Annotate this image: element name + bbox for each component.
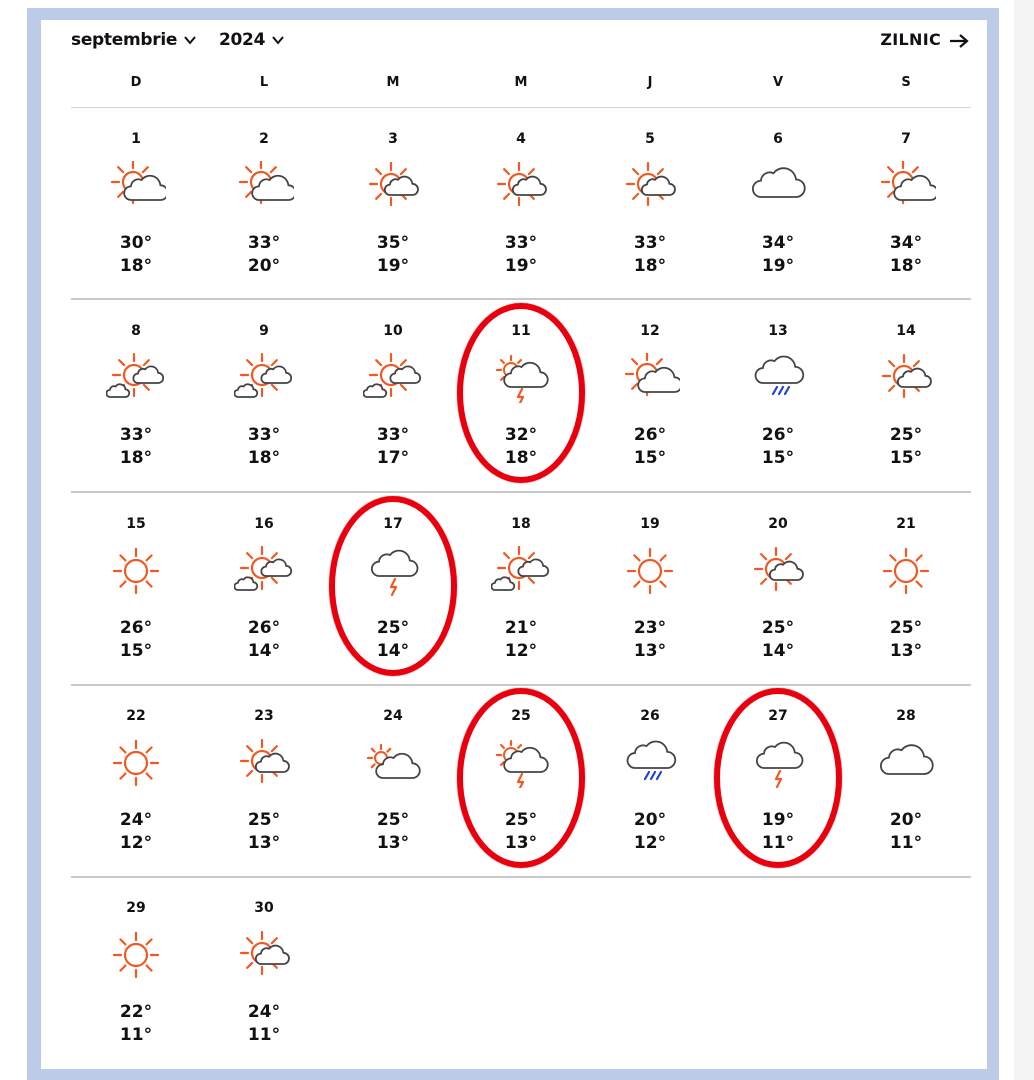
day-number: 16 (254, 516, 274, 532)
sun-cloud-icon (234, 161, 294, 211)
day-number: 1 (131, 131, 141, 147)
day-cell[interactable] (590, 323, 710, 503)
day-number: 15 (126, 516, 146, 532)
year-selector[interactable] (219, 30, 285, 50)
sun-small-cloud-icon (620, 161, 680, 211)
day-cell[interactable] (333, 323, 453, 503)
min-temperature: 15° (633, 448, 667, 468)
scrollbar[interactable] (1014, 0, 1034, 1080)
day-cell[interactable] (461, 323, 581, 503)
max-temperature: 25° (889, 618, 923, 638)
day-cell[interactable] (461, 708, 581, 888)
day-number: 25 (511, 708, 531, 724)
sun-icon (106, 930, 166, 980)
max-temperature: 33° (376, 425, 410, 445)
min-temperature: 13° (889, 641, 923, 661)
min-temperature: 20° (247, 256, 281, 276)
day-cell[interactable] (204, 900, 324, 1080)
max-temperature: 25° (376, 810, 410, 830)
max-temperature: 32° (504, 425, 538, 445)
weekday-label: V (772, 75, 784, 90)
day-number: 4 (516, 131, 526, 147)
weekday-label: D (130, 75, 142, 90)
weekday-label: L (259, 75, 269, 90)
min-temperature: 14° (247, 641, 281, 661)
min-temperature: 15° (761, 448, 795, 468)
day-number: 8 (131, 323, 141, 339)
day-number: 3 (388, 131, 398, 147)
max-temperature: 34° (761, 233, 795, 253)
day-cell[interactable] (846, 708, 966, 888)
min-temperature: 15° (889, 448, 923, 468)
day-cell[interactable] (846, 516, 966, 696)
weekday-label: J (647, 75, 653, 90)
min-temperature: 12° (504, 641, 538, 661)
rain-icon (748, 353, 808, 403)
max-temperature: 21° (504, 618, 538, 638)
max-temperature: 26° (119, 618, 153, 638)
month-label: septembrie (71, 30, 178, 50)
max-temperature: 25° (504, 810, 538, 830)
min-temperature: 11° (761, 833, 795, 853)
sun-thunder-icon (491, 353, 551, 403)
day-cell[interactable] (204, 131, 324, 311)
sun-small-cloud-icon (876, 353, 936, 403)
day-cell[interactable] (590, 131, 710, 311)
min-temperature: 11° (119, 1025, 153, 1045)
day-cell[interactable] (76, 708, 196, 888)
max-temperature: 25° (889, 425, 923, 445)
min-temperature: 18° (119, 448, 153, 468)
cloud-icon (748, 161, 808, 211)
day-number: 12 (640, 323, 660, 339)
daily-view-link[interactable] (880, 30, 969, 49)
day-number: 30 (254, 900, 274, 916)
chevron-down-icon (183, 33, 197, 47)
rain-icon (620, 738, 680, 788)
weekday-label: M (386, 75, 400, 90)
day-cell[interactable] (461, 516, 581, 696)
day-number: 22 (126, 708, 146, 724)
day-cell[interactable] (76, 516, 196, 696)
max-temperature: 26° (761, 425, 795, 445)
min-temperature: 12° (119, 833, 153, 853)
sun-small-cloud-icon (748, 546, 808, 596)
sun-small-cloud-icon (491, 161, 551, 211)
day-number: 2 (259, 131, 269, 147)
max-temperature: 30° (119, 233, 153, 253)
month-selector[interactable] (71, 30, 197, 50)
max-temperature: 33° (504, 233, 538, 253)
day-cell[interactable] (333, 131, 453, 311)
max-temperature: 35° (376, 233, 410, 253)
max-temperature: 24° (247, 1002, 281, 1022)
day-cell[interactable] (846, 131, 966, 311)
min-temperature: 15° (119, 641, 153, 661)
day-cell[interactable] (333, 708, 453, 888)
min-temperature: 13° (504, 833, 538, 853)
max-temperature: 24° (119, 810, 153, 830)
sun-two-clouds-icon (106, 353, 166, 403)
day-cell[interactable] (204, 323, 324, 503)
max-temperature: 33° (247, 425, 281, 445)
sun-two-clouds-icon (234, 353, 294, 403)
sun-small-cloud-icon (234, 738, 294, 788)
min-temperature: 11° (247, 1025, 281, 1045)
min-temperature: 18° (633, 256, 667, 276)
day-number: 28 (896, 708, 916, 724)
max-temperature: 23° (633, 618, 667, 638)
day-cell[interactable] (76, 131, 196, 311)
min-temperature: 11° (889, 833, 923, 853)
min-temperature: 17° (376, 448, 410, 468)
sun-small-cloud-icon (234, 930, 294, 980)
min-temperature: 18° (247, 448, 281, 468)
sun-two-clouds-icon (234, 546, 294, 596)
sun-icon (876, 546, 936, 596)
day-number: 13 (768, 323, 788, 339)
day-cell[interactable] (333, 516, 453, 696)
max-temperature: 33° (119, 425, 153, 445)
sun-two-clouds-icon (491, 546, 551, 596)
min-temperature: 13° (633, 641, 667, 661)
max-temperature: 25° (247, 810, 281, 830)
max-temperature: 34° (889, 233, 923, 253)
calendar-header (41, 20, 987, 62)
sun-icon (106, 738, 166, 788)
day-number: 26 (640, 708, 660, 724)
day-number: 7 (901, 131, 911, 147)
year-label: 2024 (219, 30, 266, 50)
min-temperature: 19° (376, 256, 410, 276)
min-temperature: 18° (889, 256, 923, 276)
max-temperature: 26° (633, 425, 667, 445)
day-cell[interactable] (461, 131, 581, 311)
day-number: 9 (259, 323, 269, 339)
thunder-icon (363, 546, 423, 596)
day-number: 19 (640, 516, 660, 532)
sun-icon (106, 546, 166, 596)
cloud-icon (876, 738, 936, 788)
cloud-sun-icon (363, 738, 423, 788)
day-cell[interactable] (204, 708, 324, 888)
max-temperature: 20° (889, 810, 923, 830)
day-number: 10 (383, 323, 403, 339)
day-number: 24 (383, 708, 403, 724)
weekday-label: M (514, 75, 528, 90)
max-temperature: 25° (376, 618, 410, 638)
max-temperature: 33° (633, 233, 667, 253)
sun-thunder-icon (491, 738, 551, 788)
min-temperature: 12° (633, 833, 667, 853)
sun-cloud-icon (106, 161, 166, 211)
day-number: 20 (768, 516, 788, 532)
header-divider (71, 107, 971, 108)
day-number: 27 (768, 708, 788, 724)
day-cell[interactable] (204, 516, 324, 696)
day-cell[interactable] (590, 708, 710, 888)
day-cell[interactable] (718, 516, 838, 696)
min-temperature: 13° (376, 833, 410, 853)
min-temperature: 18° (504, 448, 538, 468)
day-number: 6 (773, 131, 783, 147)
day-cell[interactable] (76, 900, 196, 1080)
weekday-label: S (901, 75, 911, 90)
sun-small-cloud-icon (363, 161, 423, 211)
day-number: 29 (126, 900, 146, 916)
weekday-header-row (41, 75, 987, 105)
max-temperature: 20° (633, 810, 667, 830)
arrow-right-icon (949, 34, 969, 48)
sun-two-clouds-icon (363, 353, 423, 403)
chevron-down-icon (271, 33, 285, 47)
min-temperature: 13° (247, 833, 281, 853)
min-temperature: 14° (376, 641, 410, 661)
day-cell[interactable] (76, 323, 196, 503)
day-number: 11 (511, 323, 531, 339)
max-temperature: 26° (247, 618, 281, 638)
max-temperature: 22° (119, 1002, 153, 1022)
min-temperature: 19° (761, 256, 795, 276)
max-temperature: 25° (761, 618, 795, 638)
day-cell[interactable] (718, 323, 838, 503)
daily-link-label: ZILNIC (880, 30, 941, 49)
max-temperature: 33° (247, 233, 281, 253)
day-cell[interactable] (846, 323, 966, 503)
day-cell[interactable] (718, 131, 838, 311)
max-temperature: 19° (761, 810, 795, 830)
sun-cloud-icon (620, 353, 680, 403)
sun-icon (620, 546, 680, 596)
day-number: 21 (896, 516, 916, 532)
min-temperature: 14° (761, 641, 795, 661)
sun-cloud-icon (876, 161, 936, 211)
day-cell[interactable] (718, 708, 838, 888)
day-number: 17 (383, 516, 403, 532)
day-number: 14 (896, 323, 916, 339)
day-number: 5 (645, 131, 655, 147)
min-temperature: 19° (504, 256, 538, 276)
day-number: 23 (254, 708, 274, 724)
min-temperature: 18° (119, 256, 153, 276)
day-number: 18 (511, 516, 531, 532)
thunder-icon (748, 738, 808, 788)
day-cell[interactable] (590, 516, 710, 696)
calendar-panel (41, 20, 987, 1069)
